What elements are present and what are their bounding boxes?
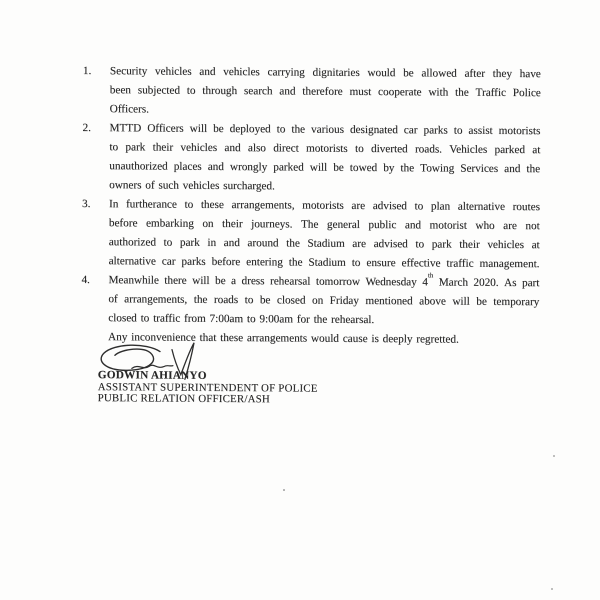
item-text xyxy=(110,62,541,122)
text-line: MTTD Officers will be deployed to the various designated car parks to assist motorists xyxy=(109,122,541,138)
signatory-role: PUBLIC RELATION OFFICER/ASH xyxy=(97,392,271,406)
list-item xyxy=(82,119,541,198)
text-line: Officers. xyxy=(109,103,149,116)
list-item xyxy=(82,195,541,274)
text-line: unauthorized places and wrongly parked will be towed by the Towing Services and the xyxy=(109,160,541,176)
text-line: of arrangements, the roads to be closed on Friday mentioned above will be temporary xyxy=(108,293,540,309)
item-text xyxy=(109,119,541,198)
text-line: been subjected to through search and therefore must cooperate with the Traffic Police xyxy=(109,84,541,100)
item-text xyxy=(109,195,541,274)
text-line: owners of such vehicles surcharged. xyxy=(109,179,275,193)
signatory-rank: ASSISTANT SUPERINTENDENT OF POLICE xyxy=(97,380,318,395)
scan-speck xyxy=(553,455,555,457)
scan-speck xyxy=(283,489,285,491)
text-line: Meanwhile there will be a dress rehearsal tomorrow Wednesday 4th March 2020. As part xyxy=(108,271,540,290)
signatory-block xyxy=(98,370,539,408)
text-line: Security vehicles and vehicles carrying dignitaries would be allowed after they have xyxy=(109,65,541,81)
scan-speck xyxy=(551,588,553,590)
text-line: before embarking on their journeys. The general public and motorist who are not xyxy=(108,217,540,233)
text-line: closed to traffic from 7:00am to 9:00am for the rehearsal. xyxy=(108,312,375,327)
item-number: 4. xyxy=(81,273,90,287)
text-line: alternative car parks before entering the Stadium to ensure effective traffic management. xyxy=(108,255,540,271)
signatory-name: GODWIN AHIANYO xyxy=(97,369,207,382)
document-body xyxy=(81,62,541,408)
list-item xyxy=(83,62,541,122)
item-number: 2. xyxy=(82,121,91,135)
text-line: to park their vehicles and also direct motorists to diverted roads. Vehicles parked at xyxy=(109,141,541,157)
item-text xyxy=(108,271,539,331)
item-number: 1. xyxy=(82,64,92,78)
closing-line: Any inconvenience that these arrangements would cause is deeply regretted. xyxy=(108,331,459,346)
list-item xyxy=(81,271,539,331)
text-line: authorized to park in and around the Stadium are advised to park their vehicles at xyxy=(108,236,540,252)
text-line: In furtherance to these arrangements, motorists are advised to plan alternative routes xyxy=(108,198,540,214)
item-number: 3. xyxy=(81,197,91,211)
